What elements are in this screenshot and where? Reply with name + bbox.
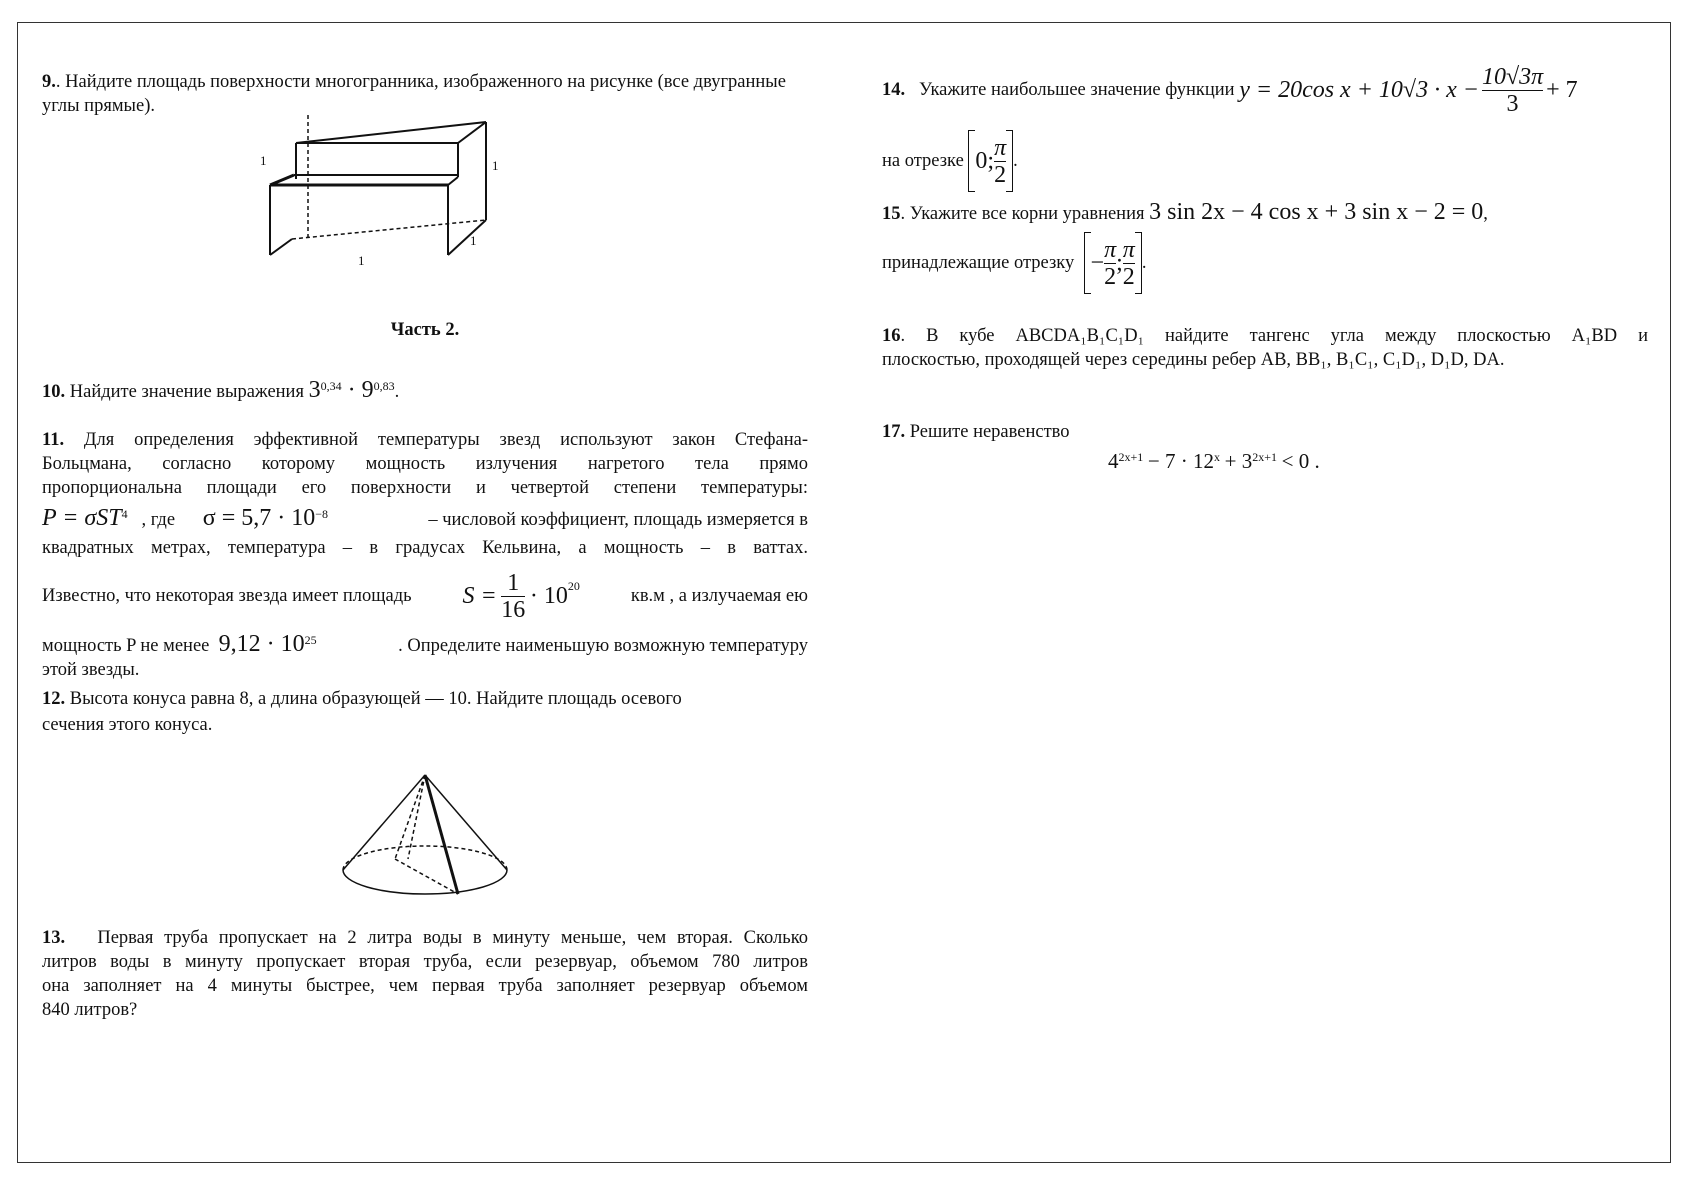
problem-10-expression: $3^{0,34} \cdot 9^{0,83}$ bbox=[308, 377, 395, 403]
p12-line1: Высота конуса равна 8, а длина образующей — 10. Найдите площадь осевого bbox=[69, 689, 682, 709]
p14-seg-num: π bbox=[994, 134, 1007, 161]
p11-line3: пропорциональна площади его поверхности и четвертой степени температуры: bbox=[42, 478, 808, 498]
problem-11 bbox=[42, 428, 808, 682]
p17-t2-exp: x bbox=[1214, 450, 1220, 464]
p11-S-fraction bbox=[501, 570, 525, 623]
p11-formula-P: P = σST bbox=[42, 505, 122, 531]
p17-t3-exp: 2x+1 bbox=[1252, 450, 1277, 464]
p15-b-num: π bbox=[1122, 236, 1135, 263]
p11-power-line bbox=[42, 632, 808, 658]
p14-segment-text: на отрезке bbox=[882, 150, 964, 171]
p11-S-num: 1 bbox=[507, 569, 520, 596]
problem-17-number: 17. bbox=[882, 422, 906, 442]
label-1-depth: 1 bbox=[470, 233, 477, 248]
p15-fraction-a bbox=[1104, 237, 1116, 290]
p11-sigma-exp: −8 bbox=[315, 507, 329, 521]
p15-segment-bracket bbox=[1084, 232, 1142, 294]
problem-14-number: 14. bbox=[882, 79, 906, 100]
p16-line2: плоскостью, проходящей через середины ребер AB, BB₁, B₁C₁, C₁D₁, D₁D, DA. bbox=[882, 350, 1505, 370]
p11-S-pow: · 10 bbox=[529, 583, 568, 609]
p17-t4: < 0 . bbox=[1281, 449, 1320, 473]
problem-10 bbox=[42, 372, 808, 410]
p14-function-lhs: y = 20cos x + 10√3 · x − bbox=[1239, 76, 1479, 103]
p12-line2: сечения этого конуса. bbox=[42, 715, 213, 735]
p10-base2: 9 bbox=[361, 377, 374, 403]
p15-a-num: π bbox=[1104, 236, 1117, 263]
p11-line5: квадратных метрах, температура – в градусах Кельвина, а мощность – в ваттах. bbox=[42, 538, 808, 558]
p14-end: . bbox=[1013, 150, 1018, 171]
p11-formula-line bbox=[42, 506, 808, 532]
p11-area-line bbox=[42, 566, 808, 626]
p11-P-exp: 25 bbox=[304, 633, 317, 647]
problem-17 bbox=[882, 420, 1648, 444]
p10-end: . bbox=[394, 382, 400, 402]
p17-t1: 4 bbox=[1108, 449, 1119, 473]
problem-16 bbox=[882, 324, 1648, 372]
part-2-heading: Часть 2. bbox=[390, 320, 460, 340]
p11-P-val: 9,12 · 10 bbox=[218, 631, 305, 657]
p15-end: . bbox=[1141, 252, 1147, 273]
problem-13 bbox=[42, 926, 808, 1022]
p16-line1: . В кубе ABCDA₁B₁C₁D₁ найдите тангенс угла между плоскостью A₁BD и bbox=[900, 326, 1648, 346]
p14-seg-den: 2 bbox=[994, 161, 1007, 188]
p13-line2: литров воды в минуту пропускает вторая труба, если резервуар, объемом 780 литров bbox=[42, 952, 808, 972]
p11-where: , где bbox=[141, 510, 176, 530]
label-1-left: 1 bbox=[260, 153, 267, 168]
problem-11-number: 11. bbox=[42, 430, 65, 450]
p14-function-tail: + 7 bbox=[1546, 76, 1578, 103]
p15-a-den: 2 bbox=[1104, 263, 1117, 290]
p17-text: Решите неравенство bbox=[909, 422, 1070, 442]
p10-exp1: 0,34 bbox=[320, 379, 342, 393]
polyhedron-figure bbox=[260, 115, 510, 275]
problem-12-number: 12. bbox=[42, 689, 66, 709]
p11-line7a: мощность P не менее bbox=[42, 636, 210, 656]
p15-text: . Укажите все корни уравнения bbox=[900, 204, 1145, 224]
p15-equation: 3 sin 2x − 4 cos x + 3 sin x − 2 = 0 bbox=[1149, 199, 1484, 225]
p13-line3: она заполняет на 4 минуты быстрее, чем первая труба заполняет резервуар объемом bbox=[42, 976, 808, 996]
p15-fraction-b bbox=[1123, 237, 1135, 290]
problem-12 bbox=[42, 686, 808, 738]
p11-line7b: . Определите наименьшую возможную температуру bbox=[398, 636, 808, 656]
p11-line6: Известно, что некоторая звезда имеет площадь bbox=[42, 586, 412, 606]
p15-minus: − bbox=[1090, 249, 1105, 276]
problem-9-number: 9. bbox=[42, 72, 56, 92]
p14-segment-fraction bbox=[994, 135, 1006, 188]
p14-segment-bracket bbox=[968, 130, 1013, 192]
problem-14 bbox=[882, 55, 1648, 125]
problem-15 bbox=[882, 198, 1648, 228]
p15-b-den: 2 bbox=[1122, 263, 1135, 290]
p17-t3: + 3 bbox=[1224, 449, 1253, 473]
problem-16-number: 16 bbox=[882, 326, 901, 346]
p15-comma: , bbox=[1483, 204, 1488, 224]
p11-S-den: 16 bbox=[501, 596, 526, 623]
problem-15-number: 15 bbox=[882, 204, 901, 224]
p11-sigma-text: – числовой коэффициент, площадь измеряется в bbox=[428, 510, 808, 530]
p11-S-lhs: S = bbox=[462, 583, 497, 609]
p11-S-exp: 20 bbox=[567, 578, 580, 593]
p15-segment-line bbox=[882, 230, 1282, 296]
problem-9-text: . Найдите площадь поверхности многогранника, изображенного на рисунке (все двугранные углы прямые). bbox=[42, 72, 786, 116]
label-1-right: 1 bbox=[492, 158, 499, 173]
p15-segment-text: принадлежащие отрезку bbox=[882, 252, 1075, 273]
p11-line2: Больцмана, согласно которому мощность излучения нагретого тела прямо bbox=[42, 454, 808, 474]
p14-fraction-num: 10√3π bbox=[1481, 63, 1544, 90]
p14-segment-line bbox=[882, 128, 1182, 194]
label-1-bottom: 1 bbox=[358, 253, 365, 268]
problem-10-number: 10. bbox=[42, 382, 66, 402]
p10-exp2: 0,83 bbox=[373, 379, 395, 393]
problem-9 bbox=[42, 70, 802, 118]
p14-fraction bbox=[1482, 64, 1543, 117]
p14-fraction-den: 3 bbox=[1482, 90, 1543, 117]
p14-segment-left: 0; bbox=[975, 147, 995, 174]
p17-inequality bbox=[1108, 446, 1508, 478]
p17-t2: − 7 · 12 bbox=[1147, 449, 1214, 473]
p11-S-unit: кв.м , а излучаемая ею bbox=[630, 586, 808, 606]
p17-t1-exp: 2x+1 bbox=[1118, 450, 1144, 464]
p10-base1: 3 bbox=[308, 377, 321, 403]
p15-semicolon: ; bbox=[1116, 249, 1123, 276]
p11-line8: этой звезды. bbox=[42, 660, 140, 680]
problem-13-number: 13. bbox=[42, 928, 66, 948]
p13-line4: 840 литров? bbox=[42, 1000, 138, 1020]
p11-formula-P-exp: 4 bbox=[121, 507, 128, 521]
p11-sigma: σ = 5,7 · 10 bbox=[202, 505, 316, 531]
problem-10-text: Найдите значение выражения bbox=[69, 382, 304, 402]
cone-figure bbox=[340, 770, 510, 900]
p11-line1: Для определения эффективной температуры звезд используют закон Стефана- bbox=[83, 430, 809, 450]
p13-line1: Первая труба пропускает на 2 литра воды в минуту меньше, чем вторая. Сколько bbox=[97, 928, 808, 948]
problem-14-text: Укажите наибольшее значение функции bbox=[919, 79, 1235, 100]
